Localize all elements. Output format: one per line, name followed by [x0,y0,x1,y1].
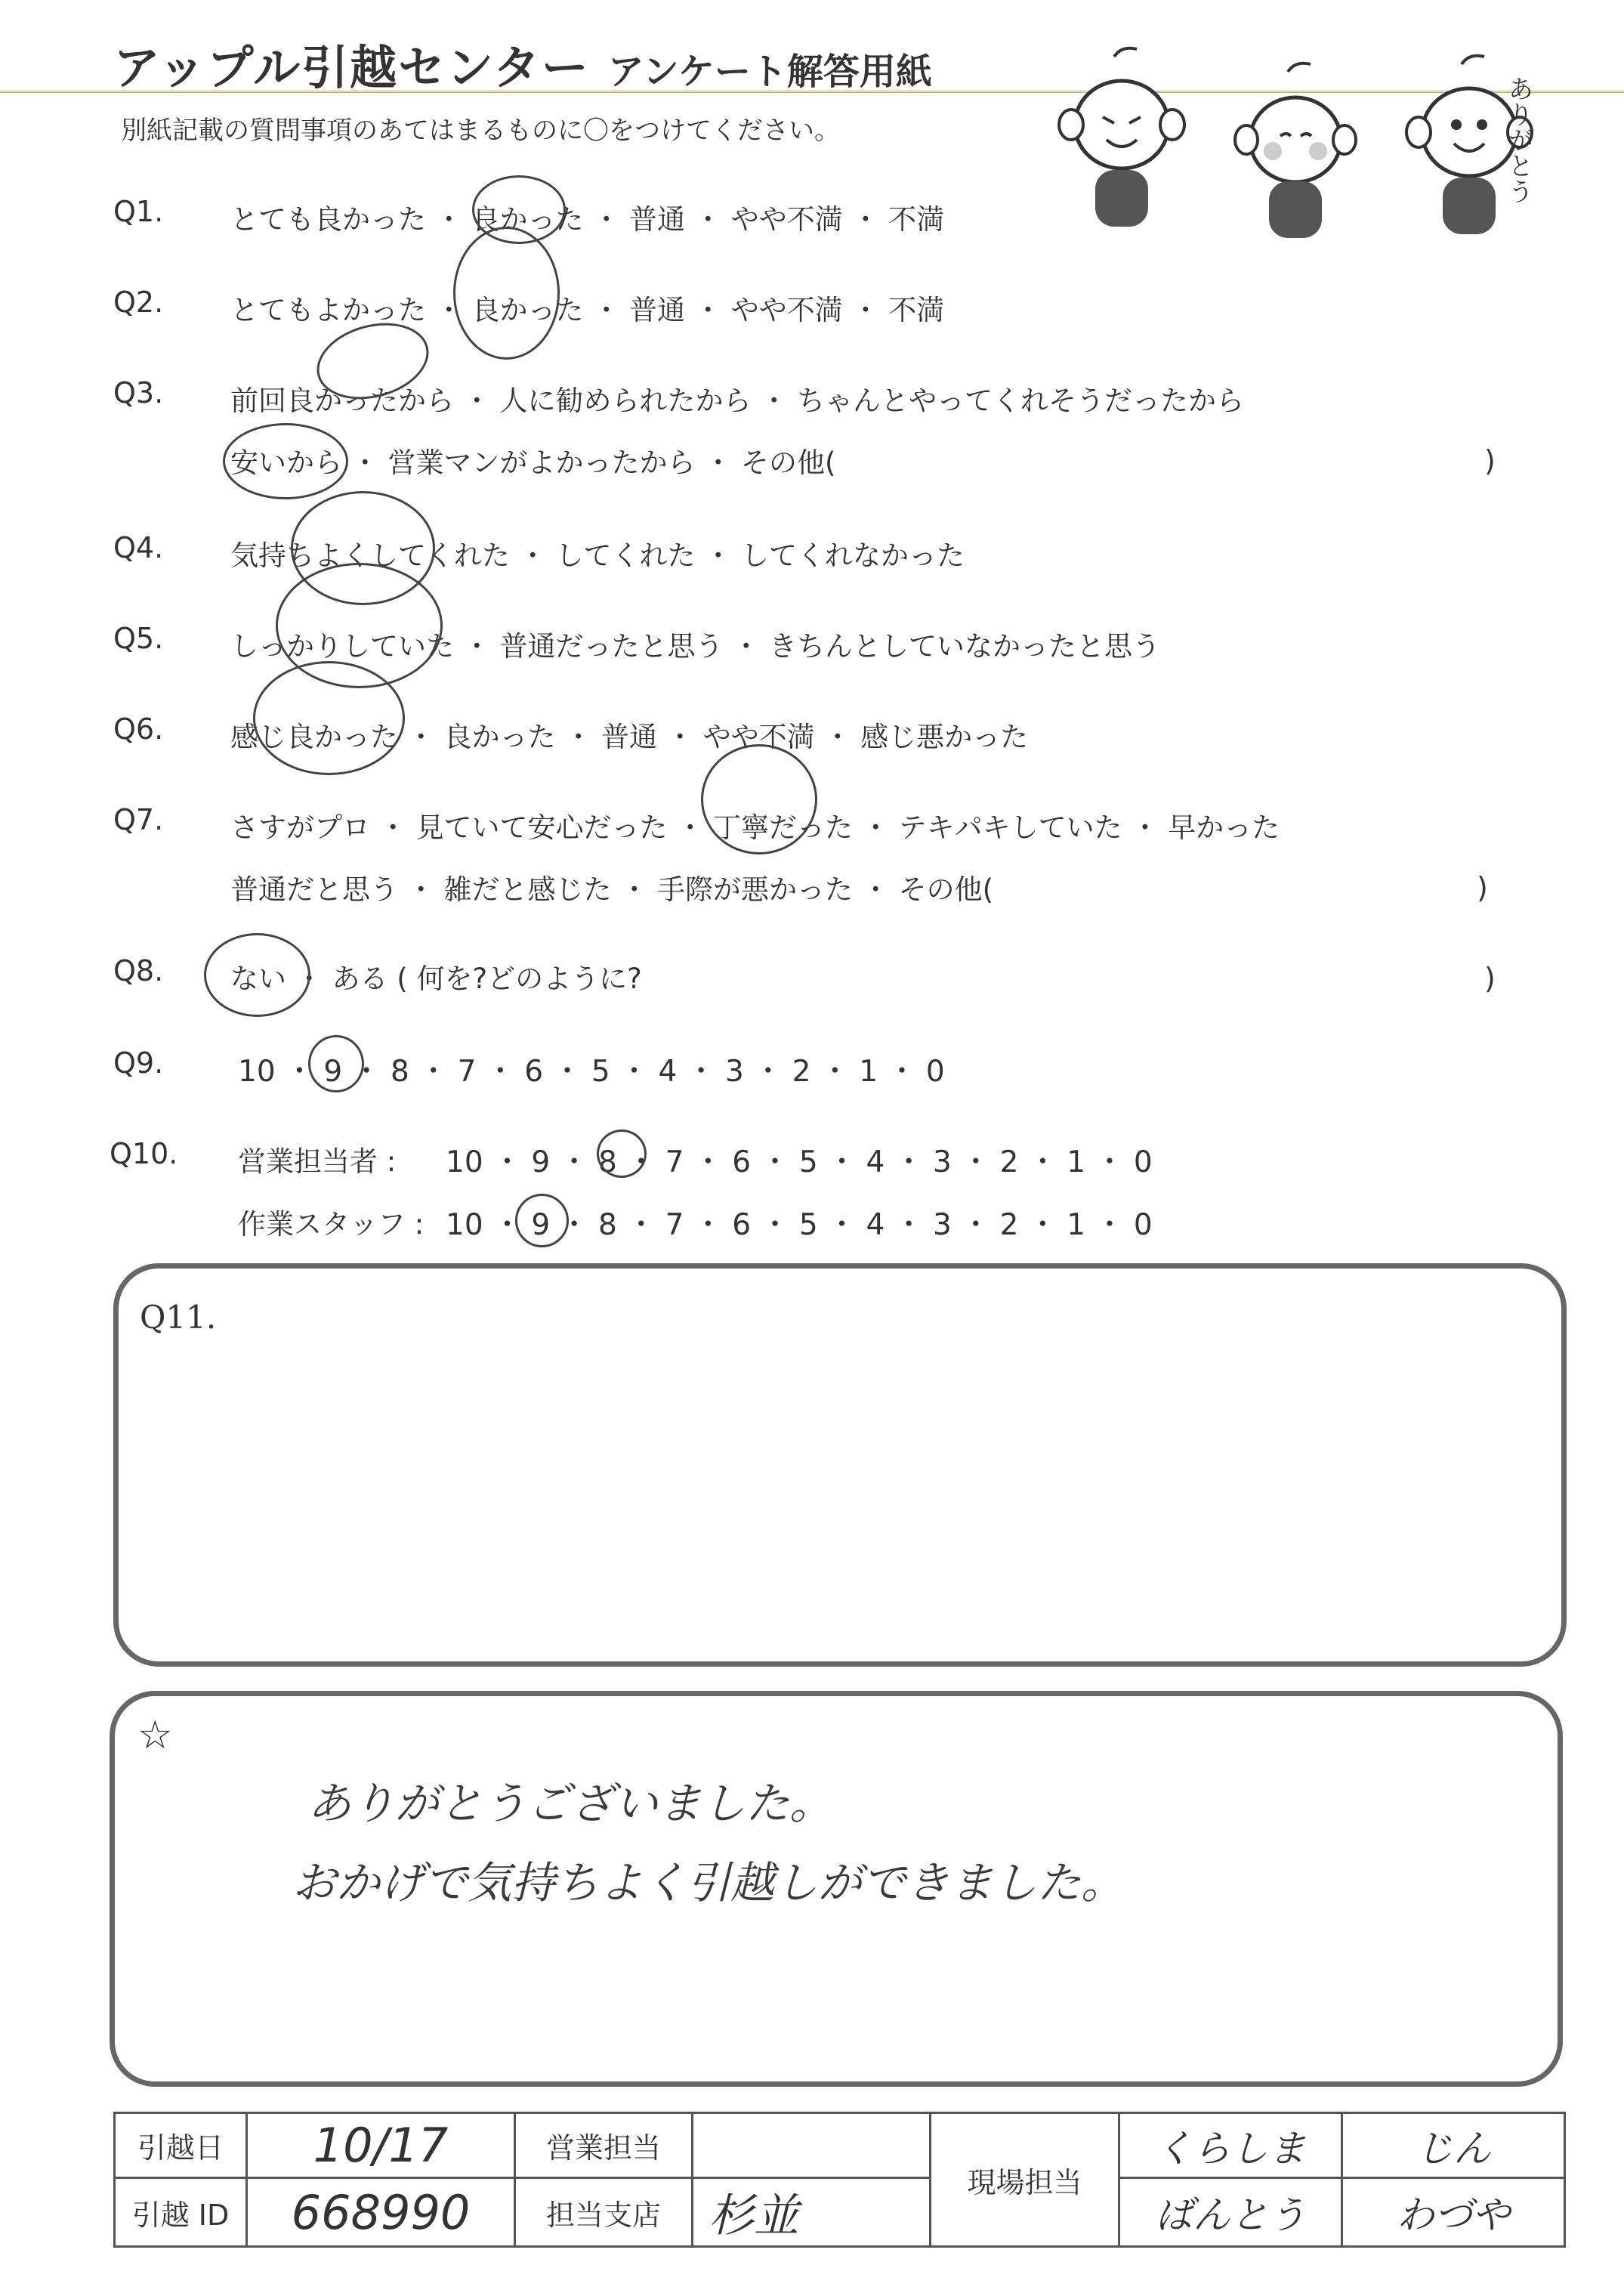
q9-scale: 10 ・ 9 ・ 8 ・ 7 ・ 6 ・ 5 ・ 4 ・ 3 ・ 2 ・ 1 ・ 0 [238,1055,945,1089]
q3-label: Q3. [113,376,164,409]
q5-label: Q5. [113,622,164,655]
q10-staff-answer-circle [515,1194,569,1247]
form-title: アンケート解答用紙 [607,51,932,93]
q11-label: Q11. [140,1299,217,1336]
q10-sales-answer-circle [597,1130,647,1178]
monkey-icon-left [1059,48,1184,227]
move-date-value: 10/17 [247,2113,515,2178]
q3-answer-circle-2 [223,423,348,499]
q8-options: ない ・ ある ( 何を?どのように? [230,963,642,995]
comment-line-1: ありがとうございました。 [307,1778,834,1829]
q10-sales-label: 営業担当者 : [238,1145,397,1178]
q4-options: 気持ちよくしてくれた ・ してくれた ・ してくれなかった [230,539,965,572]
q6-answer-circle [253,661,405,775]
field-staff-label: 現場担当 [931,2113,1119,2247]
q3-options-line1: 前回良かったから ・ 人に勧められたから ・ ちゃんとやってくれそうだったから [230,385,1245,417]
q7-answer-circle [701,744,817,854]
sales-rep-value [693,2113,931,2178]
q3-options-line2: 安いから ・ 営業マンがよかったから ・ その他( [230,447,836,479]
q8-close-paren: ) [1484,962,1496,995]
q6-label: Q6. [113,712,164,746]
field-staff-4: わづや [1342,2178,1565,2247]
q10-label: Q10. [110,1137,178,1170]
q2-label: Q2. [113,286,164,319]
q7-options-line1: さすがプロ ・ 見ていて安心だった ・ 丁寧だった ・ テキパキしていた ・ 早かった [230,811,1280,844]
comment-line-2: おかげで気持ちよく引越しができました。 [292,1857,1125,1908]
q7-label: Q7. [113,803,164,836]
company-title: アップル引越センター [113,40,590,95]
q3-close-paren: ) [1484,444,1496,477]
footer-table [113,2112,1566,2248]
q7-close-paren: ) [1477,871,1488,904]
q10-staff-scale: 10 ・ 9 ・ 8 ・ 7 ・ 6 ・ 5 ・ 4 ・ 3 ・ 2 ・ 1 ・ 0 [446,1208,1153,1242]
q11-box[interactable] [113,1263,1567,1667]
field-staff-3: ばんとう [1119,2178,1342,2247]
mascot-illustration [1035,45,1564,249]
badge-text: ありがとう [1503,76,1533,204]
q10-sales-scale: 10 ・ 9 ・ 8 ・ 7 ・ 6 ・ 5 ・ 4 ・ 3 ・ 2 ・ 1 ・ 0 [446,1145,1153,1179]
instruction-text: 別紙記載の質問事項のあてはまるものに〇をつけてください。 [121,116,840,146]
q2-answer-circle [453,227,560,360]
branch-value: 杉並 [693,2178,931,2247]
comment-box[interactable] [110,1691,1563,2087]
q8-label: Q8. [113,954,164,987]
move-id-value: 668990 [247,2178,515,2247]
field-staff-2: じん [1342,2113,1565,2178]
q7-options-line2: 普通だと思う ・ 雑だと感じた ・ 手際が悪かった ・ その他( [230,873,994,906]
q5-options: しっかりしていた ・ 普通だったと思う ・ きちんとしていなかったと思う [230,630,1161,663]
q4-label: Q4. [113,531,164,564]
q2-options: とてもよかった ・ 良かった ・ 普通 ・ やや不満 ・ 不満 [230,294,945,326]
move-date-label: 引越日 [115,2113,247,2178]
branch-label: 担当支店 [515,2178,693,2247]
header [113,30,932,98]
q6-options: 感じ良かった ・ 良かった ・ 普通 ・ やや不満 ・ 感じ悪かった [230,721,1029,753]
move-id-label: 引越 ID [115,2178,247,2247]
q9-label: Q9. [113,1046,164,1080]
q8-answer-circle [204,933,310,1017]
monkey-icon-middle [1235,63,1356,238]
q9-answer-circle [308,1035,364,1092]
q1-label: Q1. [113,195,164,228]
q1-options: とても良かった ・ 良かった ・ 普通 ・ やや不満 ・ 不満 [230,203,945,236]
star-icon: ☆ [137,1713,173,1758]
field-staff-1: くらしま [1119,2113,1342,2178]
sales-rep-label: 営業担当 [515,2113,693,2178]
q10-staff-label: 作業スタッフ : [238,1208,425,1241]
